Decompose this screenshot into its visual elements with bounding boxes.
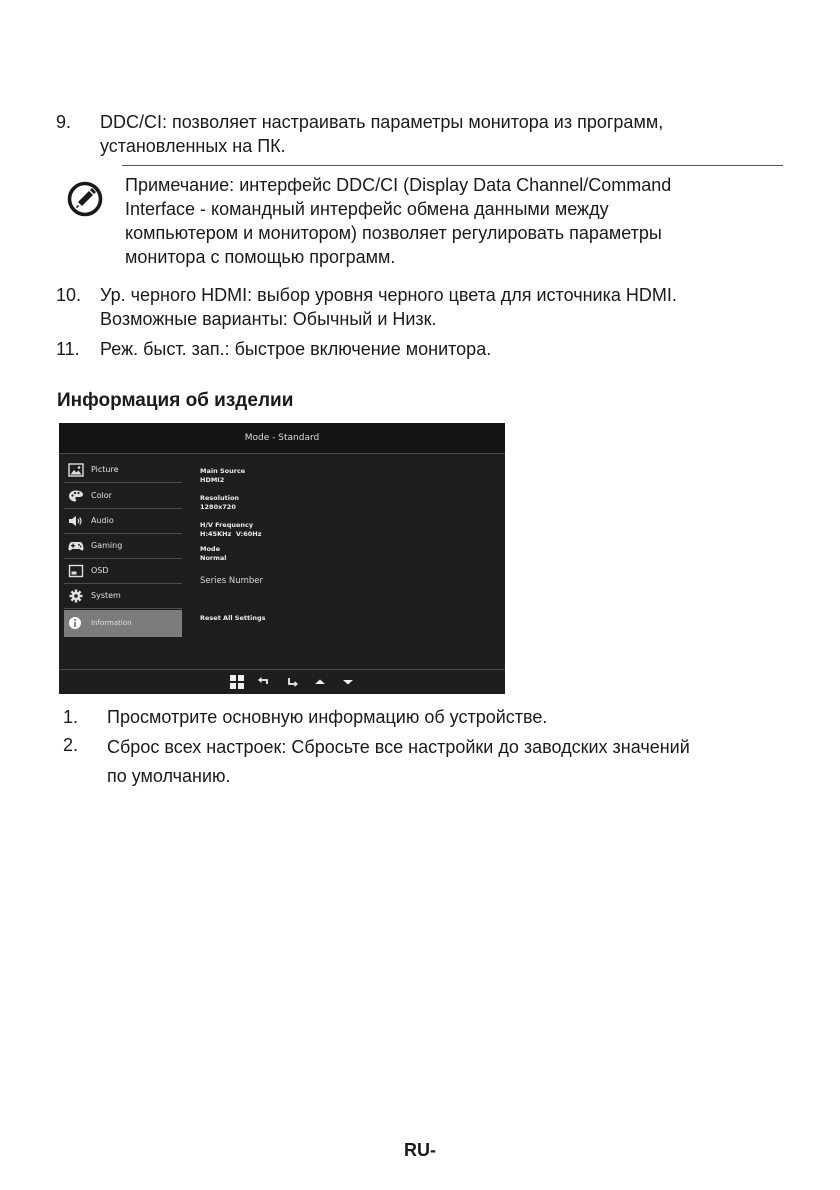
text-line: Просмотрите основную информацию об устройстве. xyxy=(107,707,548,727)
osd-menu-label: Information xyxy=(91,619,132,627)
text-line: Ур. черного HDMI: выбор уровня черного цвета для источника HDMI. xyxy=(100,285,677,305)
up-arrow-icon[interactable] xyxy=(315,675,325,689)
frequency-info xyxy=(200,521,261,538)
info-icon xyxy=(68,616,84,630)
osd-menu-item-system[interactable] xyxy=(64,584,182,609)
text-line: Сброс всех настроек: Сбросьте все настройки до заводских значений xyxy=(107,737,690,757)
list-number: 10. xyxy=(56,285,82,305)
series-number-label: Series Number xyxy=(200,576,263,586)
info-label: Resolution xyxy=(200,494,240,502)
text-line: Interface - командный интерфейс обмена данными между xyxy=(125,199,609,219)
enter-arrow-icon[interactable] xyxy=(287,675,299,689)
text-line: Реж. быст. зап.: быстрое включение монитора. xyxy=(100,339,492,359)
gear-icon xyxy=(68,589,84,603)
picture-icon xyxy=(68,463,84,477)
note-divider xyxy=(122,165,783,166)
list-number: 2. xyxy=(63,735,79,755)
list-item-text xyxy=(100,337,491,361)
text-line: по умолчанию. xyxy=(107,766,231,786)
list-item-text xyxy=(107,705,547,729)
list-item-text xyxy=(100,110,663,158)
list-number: 1. xyxy=(63,707,79,727)
osd-header xyxy=(59,423,505,453)
osd-menu-label: Picture xyxy=(91,465,119,474)
gamepad-icon xyxy=(68,539,84,553)
osd-menu-item-information[interactable] xyxy=(64,610,182,637)
info-label: H/V Frequency xyxy=(200,521,254,529)
osd-window-icon xyxy=(68,564,84,578)
text-line: установленных на ПК. xyxy=(100,136,286,156)
text-line: Примечание: интерфейс DDC/CI (Display Data Channel/Command xyxy=(125,175,672,195)
osd-menu-item-gaming[interactable] xyxy=(64,534,182,559)
info-value: Normal xyxy=(200,553,227,562)
menu-grid-icon[interactable] xyxy=(230,675,244,689)
main-source-info xyxy=(200,467,245,484)
section-heading: Информация об изделии xyxy=(57,390,294,411)
osd-menu-item-color[interactable] xyxy=(64,484,182,509)
osd-menu-label: Audio xyxy=(91,516,114,525)
info-value: HDMI2 xyxy=(200,475,225,484)
list-number: 9. xyxy=(56,112,72,132)
osd-divider xyxy=(59,669,505,670)
down-arrow-icon[interactable] xyxy=(343,675,353,689)
info-label: Main Source xyxy=(200,467,246,475)
osd-menu-label: OSD xyxy=(91,566,109,575)
resolution-info xyxy=(200,494,239,511)
list-number: 11. xyxy=(56,339,80,359)
page-number: RU- xyxy=(404,1140,436,1160)
text-line: компьютером и монитором) позволяет регулировать параметры xyxy=(125,223,662,243)
osd-screenshot xyxy=(59,423,505,694)
note-text xyxy=(125,173,671,269)
palette-icon xyxy=(68,489,84,503)
note-pen-icon xyxy=(66,180,104,218)
text-line: Возможные варианты: Обычный и Низк. xyxy=(100,309,437,329)
info-label: Mode xyxy=(200,545,220,553)
osd-mode-title: Mode - Standard xyxy=(244,433,320,443)
osd-divider xyxy=(59,453,505,454)
text-line: монитора с помощью программ. xyxy=(125,247,396,267)
osd-menu-item-picture[interactable] xyxy=(64,458,182,483)
list-item-text xyxy=(107,733,690,791)
osd-menu-label: Color xyxy=(91,491,112,500)
reset-all-settings-button[interactable]: Reset All Settings xyxy=(200,614,266,622)
back-arrow-icon[interactable] xyxy=(257,675,269,689)
osd-menu-label: Gaming xyxy=(91,541,123,550)
osd-menu-item-audio[interactable] xyxy=(64,509,182,534)
info-value: H:45KHz V:60Hz xyxy=(200,529,262,538)
text-line: DDC/CI: позволяет настраивать параметры монитора из программ, xyxy=(100,112,664,132)
osd-menu-item-osd[interactable] xyxy=(64,559,182,584)
mode-info xyxy=(200,545,227,562)
info-value: 1280x720 xyxy=(200,502,236,511)
speaker-icon xyxy=(68,514,84,528)
list-item-text xyxy=(100,283,677,331)
osd-menu-label: System xyxy=(91,591,121,600)
